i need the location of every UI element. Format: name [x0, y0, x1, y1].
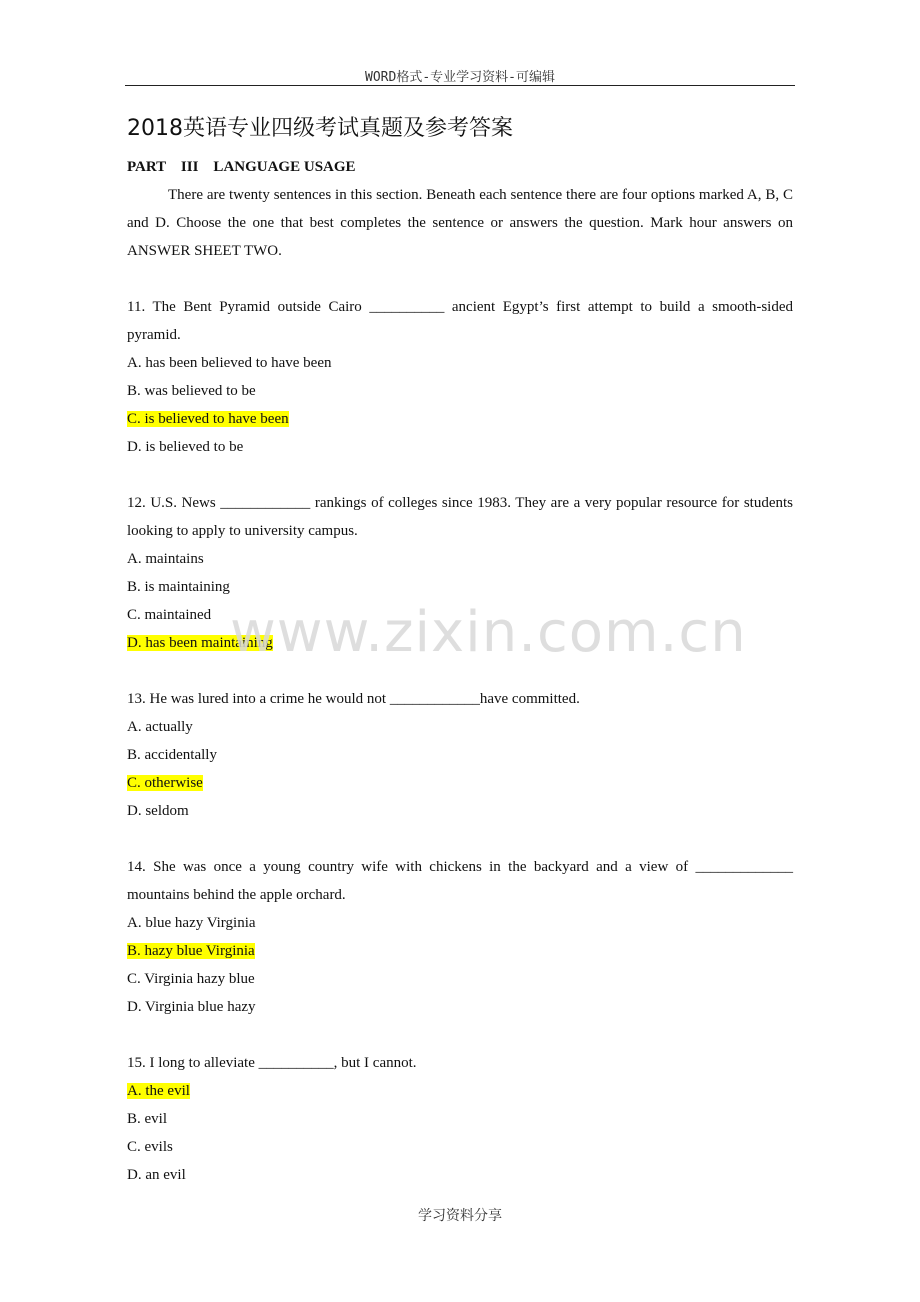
- option-c-answer: [127, 769, 793, 797]
- answer-highlight: B. hazy blue Virginia: [127, 943, 255, 959]
- option-b: B. accidentally: [127, 747, 217, 763]
- spacer: [127, 265, 793, 293]
- question-stem: 15. I long to alleviate __________, but I cannot.: [127, 1055, 417, 1071]
- question-block: [127, 853, 793, 1021]
- option-d: D. seldom: [127, 803, 189, 819]
- option-a: A. has been believed to have been: [127, 355, 332, 371]
- question-stem: 13. He was lured into a crime he would not ____________have committed.: [127, 691, 580, 707]
- answer-highlight: C. is believed to have been: [127, 411, 289, 427]
- option-b: B. evil: [127, 1111, 167, 1127]
- option-b: B. is maintaining: [127, 579, 230, 595]
- option-c-answer: [127, 405, 793, 433]
- section-instructions: There are twenty sentences in this section. Beneath each sentence there are four options marked A, B, C and D. Choose the one that best completes the sentence or answers the question. Mark hour answers on ANSWER SHEET TWO.: [127, 187, 793, 259]
- option-a-answer: [127, 1077, 793, 1105]
- section-heading: PART III LANGUAGE USAGE: [127, 159, 356, 175]
- option-d-answer: [127, 629, 793, 657]
- option-d: D. Virginia blue hazy: [127, 999, 256, 1015]
- option-c: C. Virginia hazy blue: [127, 971, 255, 987]
- document-body: [127, 153, 793, 1189]
- answer-highlight: C. otherwise: [127, 775, 203, 791]
- question-block: [127, 489, 793, 657]
- question-block: [127, 293, 793, 461]
- spacer: [127, 825, 793, 853]
- option-b: B. was believed to be: [127, 383, 256, 399]
- question-stem: 14. She was once a young country wife with chickens in the backyard and a view of _____________ mountains behind the apple orchard.: [127, 859, 793, 903]
- option-b-answer: [127, 937, 793, 965]
- question-stem: 12. U.S. News ____________ rankings of colleges since 1983. They are a very popular resource for students looking to apply to university campus.: [127, 495, 793, 539]
- watermark: www.zixin.com.cn: [230, 600, 747, 665]
- option-d: D. is believed to be: [127, 439, 244, 455]
- question-block: [127, 685, 793, 825]
- spacer: [127, 657, 793, 685]
- document-title: 2018英语专业四级考试真题及参考答案: [127, 116, 513, 141]
- option-c: C. maintained: [127, 607, 212, 623]
- option-a: A. actually: [127, 719, 193, 735]
- option-a: A. maintains: [127, 551, 204, 567]
- option-d: D. an evil: [127, 1167, 186, 1183]
- question-block: [127, 1049, 793, 1189]
- option-a: A. blue hazy Virginia: [127, 915, 256, 931]
- spacer: [127, 461, 793, 489]
- header-divider: [125, 85, 795, 86]
- answer-highlight: A. the evil: [127, 1083, 190, 1099]
- page-footer: 学习资料分享: [418, 1208, 502, 1224]
- answer-highlight: D. has been maintaining: [127, 635, 273, 651]
- spacer: [127, 1021, 793, 1049]
- question-stem: 11. The Bent Pyramid outside Cairo __________ ancient Egypt’s first attempt to build a smooth-sided pyramid.: [127, 299, 793, 343]
- option-c: C. evils: [127, 1139, 173, 1155]
- page-header: WORD格式-专业学习资料-可编辑: [365, 70, 555, 85]
